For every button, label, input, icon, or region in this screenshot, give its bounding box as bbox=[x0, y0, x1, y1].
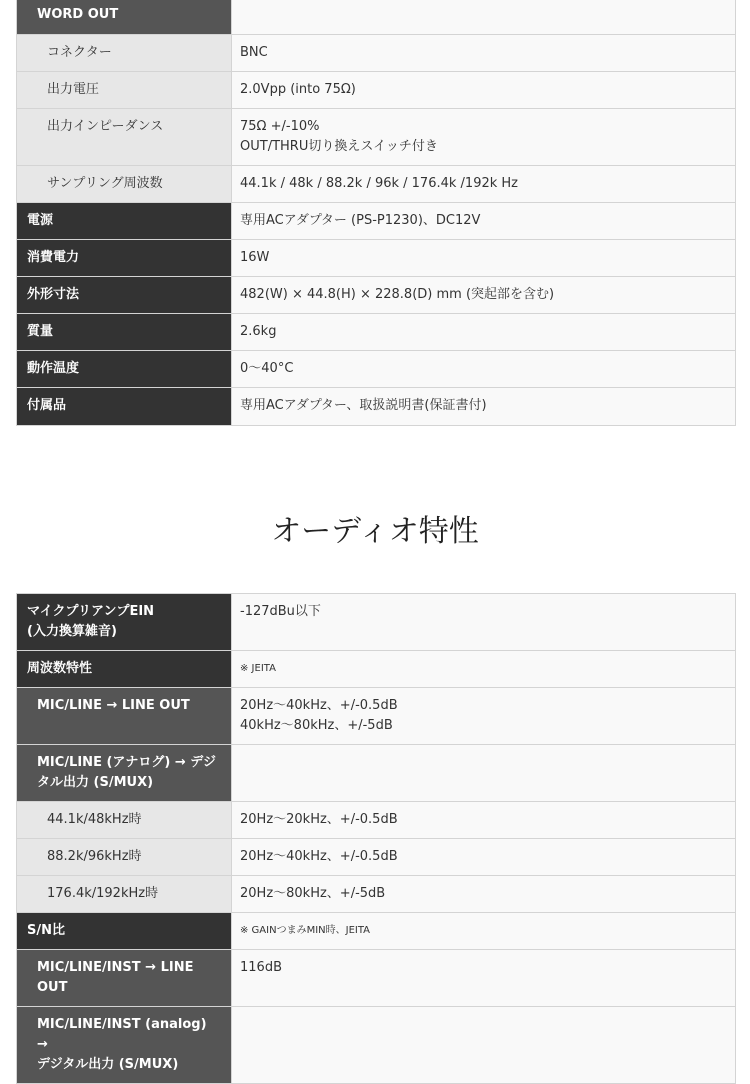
row-value: -127dBu以下 bbox=[232, 594, 736, 651]
table-row bbox=[17, 314, 736, 351]
row-value-line: 40kHz〜80kHz、+/-5dB bbox=[240, 718, 393, 733]
row-label-sn-ratio: S/N比 bbox=[17, 913, 232, 950]
row-value: 20Hz〜20kHz、+/-0.5dB bbox=[232, 802, 736, 839]
row-value: 116dB bbox=[232, 950, 736, 1007]
row-label-power-consumption: 消費電力 bbox=[17, 240, 232, 277]
row-value: 専用ACアダプター、取扱説明書(保証書付) bbox=[232, 388, 736, 426]
spec-table-general bbox=[16, 0, 736, 426]
row-value: 482(W) × 44.8(H) × 228.8(D) mm (突起部を含む) bbox=[232, 277, 736, 314]
row-label-power: 電源 bbox=[17, 203, 232, 240]
table-row bbox=[17, 109, 736, 166]
row-value: 専用ACアダプター (PS-P1230)、DC12V bbox=[232, 203, 736, 240]
table-row bbox=[17, 240, 736, 277]
row-value: 20Hz〜40kHz、+/-0.5dB bbox=[232, 839, 736, 876]
section-title: オーディオ特性 bbox=[271, 514, 479, 549]
table-row bbox=[17, 166, 736, 203]
row-value bbox=[232, 688, 736, 745]
row-label-sampling-frequency: サンプリング周波数 bbox=[17, 166, 232, 203]
table-row bbox=[17, 950, 736, 1007]
table-row bbox=[17, 745, 736, 802]
row-value-line: 20Hz〜40kHz、+/-0.5dB bbox=[240, 698, 398, 713]
row-value-line: 75Ω +/-10% bbox=[240, 119, 320, 134]
row-value: 2.0Vpp (into 75Ω) bbox=[232, 72, 736, 109]
row-value-note: ※ JEITA bbox=[232, 651, 736, 688]
row-value: 16W bbox=[232, 240, 736, 277]
table-row bbox=[17, 688, 736, 745]
table-row bbox=[17, 802, 736, 839]
row-label-line: タル出力 (S/MUX) bbox=[37, 775, 154, 790]
row-label-88-96khz: 88.2k/96kHz時 bbox=[17, 839, 232, 876]
row-label-output-voltage: 出力電圧 bbox=[17, 72, 232, 109]
row-label-accessories: 付属品 bbox=[17, 388, 232, 426]
row-label-mic-line-inst-to-line-out: MIC/LINE/INST → LINE OUT bbox=[17, 950, 232, 1007]
row-label-word-out: WORD OUT bbox=[17, 0, 232, 35]
row-label-weight: 質量 bbox=[17, 314, 232, 351]
table-row bbox=[17, 203, 736, 240]
row-label-frequency-response: 周波数特性 bbox=[17, 651, 232, 688]
row-value: 44.1k / 48k / 88.2k / 96k / 176.4k /192k Hz bbox=[232, 166, 736, 203]
table-row bbox=[17, 388, 736, 426]
table-row bbox=[17, 839, 736, 876]
table-row bbox=[17, 351, 736, 388]
table-row bbox=[17, 0, 736, 35]
table-row bbox=[17, 1007, 736, 1084]
row-label-connector: コネクター bbox=[17, 35, 232, 72]
row-value: 2.6kg bbox=[232, 314, 736, 351]
table-row bbox=[17, 277, 736, 314]
table-row bbox=[17, 876, 736, 913]
row-label-mic-preamp-ein bbox=[17, 594, 232, 651]
row-label-dimensions: 外形寸法 bbox=[17, 277, 232, 314]
row-label-operating-temperature: 動作温度 bbox=[17, 351, 232, 388]
row-value bbox=[232, 0, 736, 35]
row-label-mic-line-to-digital bbox=[17, 745, 232, 802]
row-value bbox=[232, 1007, 736, 1084]
row-label-line: (入力換算雑音) bbox=[27, 624, 117, 639]
table-row bbox=[17, 594, 736, 651]
row-label-output-impedance: 出力インピーダンス bbox=[17, 109, 232, 166]
row-value: BNC bbox=[232, 35, 736, 72]
table-row bbox=[17, 72, 736, 109]
row-label-176-192khz: 176.4k/192kHz時 bbox=[17, 876, 232, 913]
row-label-line: マイクプリアンプEIN bbox=[27, 604, 155, 619]
table-row bbox=[17, 651, 736, 688]
table-row bbox=[17, 35, 736, 72]
row-label-mic-line-inst-to-digital bbox=[17, 1007, 232, 1084]
table-row bbox=[17, 913, 736, 950]
row-label-line: デジタル出力 (S/MUX) bbox=[37, 1057, 179, 1072]
row-value: 0〜40°C bbox=[232, 351, 736, 388]
row-label-mic-line-to-line-out: MIC/LINE → LINE OUT bbox=[17, 688, 232, 745]
row-value-note: ※ GAINつまみMIN時、JEITA bbox=[232, 913, 736, 950]
row-label-line: MIC/LINE (アナログ) → デジ bbox=[37, 755, 217, 770]
row-value-line: OUT/THRU切り換えスイッチ付き bbox=[240, 139, 438, 154]
row-value: 20Hz〜80kHz、+/-5dB bbox=[232, 876, 736, 913]
row-value bbox=[232, 109, 736, 166]
row-label-44-48khz: 44.1k/48kHz時 bbox=[17, 802, 232, 839]
row-label-line: MIC/LINE/INST (analog) → bbox=[37, 1017, 207, 1052]
spec-table-audio bbox=[16, 593, 736, 1084]
row-value bbox=[232, 745, 736, 802]
